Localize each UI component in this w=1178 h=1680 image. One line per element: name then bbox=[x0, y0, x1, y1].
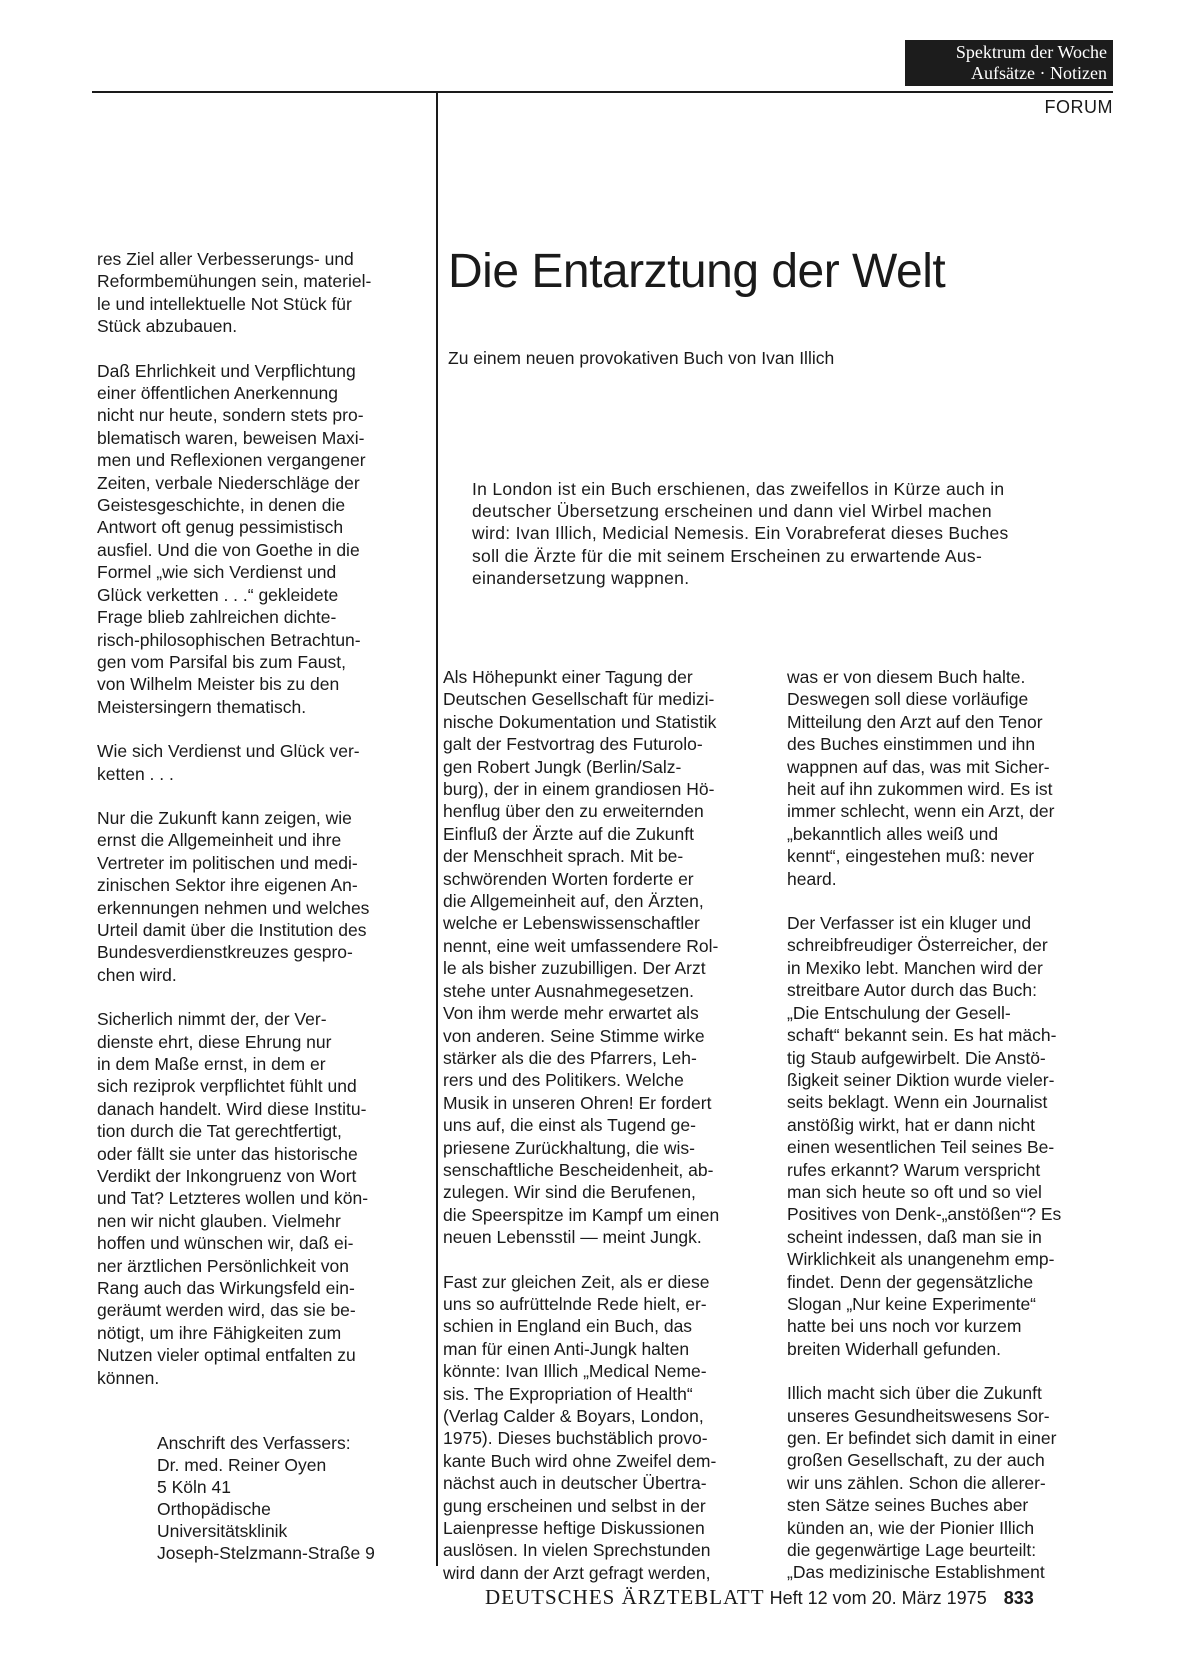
article-title: Die Entarztung der Welt bbox=[448, 245, 946, 298]
paragraph: Wie sich Verdienst und Glück ver- ketten . . . bbox=[97, 741, 360, 784]
address-line: Dr. med. Reiner Oyen bbox=[157, 1455, 327, 1475]
paragraph: Als Höhepunkt einer Tagung der Deutschen Gesellschaft für medizi- nische Dokumentation und Statistik galt der Festvortrag des Futurolo- gen Robert Jungk (Berlin/Salz- burg), der in einem grandiosen Hö- henflug über den zu erweiternden Einfluß der Ärzte auf die Zukunft der Menschheit sprach. Mit be- schwörenden Worten forderte er die Allgemeinheit auf, den Ärzten, welche er Lebenswissenschaftler nennt, eine weit umfassendere Rol- le als bisher zuzubilligen. Der Arzt stehe unter Ausnahmegesetzen. Von ihm werde mehr erwartet als von anderen. Seine Stimme wirke stärker als die des Pfarrers, Leh- rers und des Politikers. Welche Musik in unseren Ohren! Er fordert uns auf, die einst als Tugend ge- priesene Zurückhaltung, die wis- senschaftliche Bescheidenheit, ab- zulegen. Wir sind die Berufenen, die Speerspitze im Kampf um einen neuen Lebensstil — meint Jungk. bbox=[443, 667, 720, 1248]
address-line: Anschrift des Verfassers: bbox=[157, 1433, 351, 1453]
section-badge bbox=[905, 40, 1113, 86]
article-lead: In London ist ein Buch erschienen, das zweifellos in Kürze auch in deutscher Übersetzung erscheinen und dann viel Wirbel machen wird: Ivan Illich, Medicial Nemesis. Ein Vorabreferat dieses Buches soll die Ärzte für die mit seinem Erscheinen zu erwartende Aus- einandersetzung wappnen. bbox=[472, 479, 1009, 588]
issue-info: Heft 12 vom 20. März 1975 bbox=[769, 1588, 987, 1608]
paragraph: Nur die Zukunft kann zeigen, wie ernst die Allgemeinheit und ihre Vertreter im politischen und medi- zinischen Sektor ihre eigenen An- erkennungen nehmen und welches Urteil damit über die Institution des Bundesverdienstkreuzes gespro- chen wird. bbox=[97, 807, 370, 985]
middle-column bbox=[443, 666, 757, 1606]
author-address bbox=[157, 1432, 417, 1564]
journal-name: DEUTSCHES ÄRZTEBLATT bbox=[485, 1585, 765, 1609]
paragraph: Sicherlich nimmt der, der Ver- dienste ehrt, diese Ehrung nur in dem Maße ernst, in dem er sich reziprok verpflichtet fühlt und danach handelt. Wird diese Institu- tion durch die Tat gerechtfertigt, oder fällt sie unter das historische Verdikt der Inkongruenz von Wort und Tat? Letzteres wollen und kön- nen wir nicht glauben. Vielmehr hoffen und wünschen wir, daß ei- ner ärztlichen Persönlichkeit von Rang auch das Wirkungsfeld ein- geräumt werden wird, das sie be- nötigt, um ihre Fähigkeiten zum Nutzen vieler optimal entfalten zu können. bbox=[97, 1009, 369, 1388]
header-rule bbox=[92, 91, 1113, 93]
paragraph: Daß Ehrlichkeit und Verpflichtung einer öffentlichen Anerkennung nicht nur heute, sondern stets pro- blematisch waren, beweisen Maxi- men und Reflexionen vergangener Zeiten, verbale Niederschläge der Geistesgeschichte, in denen die Antwort oft genug pessimistisch ausfiel. Und die von Goethe in die Formel „wie sich Verdienst und Glück verketten . . .“ gekleidete Frage blieb zahlreichen dichte- risch-philosophischen Betrachtun- gen vom Parsifal bis zum Faust, von Wilhelm Meister bis zu den Meistersingern thematisch. bbox=[97, 360, 366, 717]
section-label: FORUM bbox=[1044, 97, 1113, 117]
column-divider bbox=[436, 93, 438, 1566]
article-subtitle: Zu einem neuen provokativen Buch von Ivan Illich bbox=[448, 348, 835, 368]
page-footer bbox=[485, 1585, 1105, 1610]
left-column bbox=[97, 248, 413, 1411]
page-number: 833 bbox=[1003, 1588, 1034, 1608]
address-line: Orthopädische bbox=[157, 1499, 271, 1519]
address-line: 5 Köln 41 bbox=[157, 1477, 231, 1497]
paragraph: Illich macht sich über die Zukunft unseres Gesundheitswesens Sor- gen. Er befindet sich damit in einer großen Gesellschaft, zu der auch wir uns zählen. Schon die allerer- sten Sätze seines Buches aber künden an, wie der Pionier Illich die gegenwärtige Lage beurteilt: „Das medizinische Establishment bbox=[787, 1383, 1057, 1583]
badge-line-1: Spektrum der Woche bbox=[955, 42, 1107, 62]
badge-line-2: Aufsätze · Notizen bbox=[971, 63, 1107, 83]
paragraph: Fast zur gleichen Zeit, als er diese uns so aufrüttelnde Rede hielt, er- schien in England ein Buch, das man für einen Anti-Jungk halten könnte: Ivan Illich „Medical Neme- sis. The Expropriation of Health“ (Verlag Calder & Boyars, London, 1975). Dieses buchstäblich provo- kante Buch wird ohne Zweifel dem- nächst auch in deutscher Übertra- gung erscheinen und selbst in der Laienpresse heftige Diskussionen auslösen. In vielen Sprechstunden wird dann der Arzt gefragt werden, bbox=[443, 1271, 717, 1583]
address-line: Universitätsklinik bbox=[157, 1521, 288, 1541]
paragraph: Der Verfasser ist ein kluger und schreibfreudiger Österreicher, der in Mexiko lebt. Manchen wird der streitbare Autor durch das Buch: „Die Entschulung der Gesell- schaft“ bekannt sein. Es hat mäch- tig Staub aufgewirbelt. Die Anstö- ßigkeit seiner Diktion wurde vieler- seits beklagt. Wenn ein Journalist anstößig wirkt, hat er dann nicht einen wesentlichen Teil seines Be- rufes erkannt? Warum verspricht man sich heute so oft und so viel Positives von Denk-„anstößen“? Es scheint indessen, daß man sie in Wirklichkeit als unangenehm emp- findet. Denn der gegensätzliche Slogan „Nur keine Experimente“ hatte bei uns noch vor kurzem breiten Widerhall gefunden. bbox=[787, 913, 1062, 1359]
right-column bbox=[787, 666, 1105, 1606]
paragraph: was er von diesem Buch halte. Deswegen soll diese vorläufige Mitteilung den Arzt auf den Tenor des Buches einstimmen und ihn wappnen auf das, was mit Sicher- heit auf ihn zukommen wird. Es ist immer schlecht, wenn ein Arzt, der „bekanntlich alles weiß und kennt“, eingestehen muß: never heard. bbox=[787, 667, 1055, 889]
address-line: Joseph-Stelzmann-Straße 9 bbox=[157, 1543, 375, 1563]
paragraph: res Ziel aller Verbesserungs- und Reformbemühungen sein, materiel- le und intellektuelle Not Stück für Stück abzubauen. bbox=[97, 249, 372, 337]
